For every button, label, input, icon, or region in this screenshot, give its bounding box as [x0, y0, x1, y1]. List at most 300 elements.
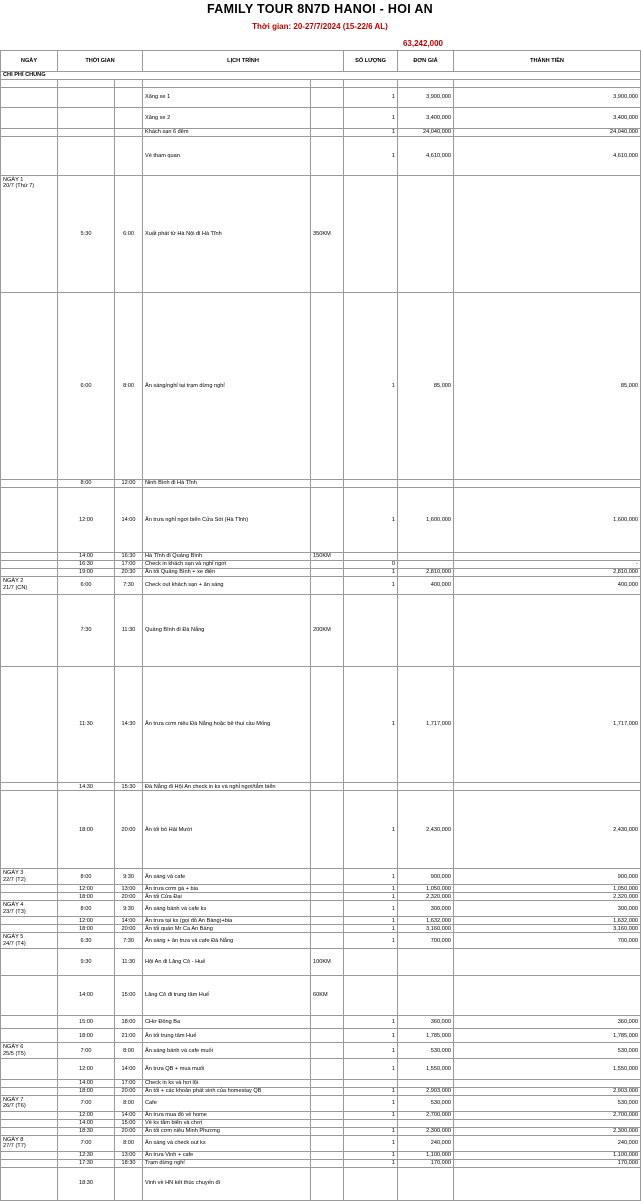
table-row	[1, 1059, 641, 1079]
cell-distance	[311, 1079, 344, 1087]
cell-end-time: 15:30	[115, 783, 143, 791]
cell-amount: 2,700,000	[454, 1111, 641, 1119]
cell-day	[1, 569, 58, 577]
cell-distance: 200KM	[311, 595, 344, 667]
cell-unit-price	[398, 949, 454, 976]
cell-end-time	[115, 136, 143, 176]
cell-end-time: 14:00	[115, 487, 143, 552]
cell-itinerary: Trạm dừng nghỉ	[143, 1159, 311, 1167]
cell-distance	[311, 783, 344, 791]
cell-unit-price: 3,900,000	[398, 88, 454, 108]
cell-quantity	[344, 1167, 398, 1200]
cell-itinerary: Xăng xe 2	[143, 108, 311, 128]
cell-start-time: 12:00	[58, 487, 115, 552]
cell-itinerary: Đà Nẵng đi Hội An check in ks và nghỉ ngơi/tắm biển	[143, 783, 311, 791]
cell-unit-price	[398, 976, 454, 1016]
table-row	[1, 869, 641, 885]
cell-distance	[311, 666, 344, 783]
cell-day	[1, 783, 58, 791]
cell-end-time: 16:30	[115, 553, 143, 561]
table-row	[1, 783, 641, 791]
table-row	[1, 917, 641, 925]
cell-quantity	[344, 479, 398, 487]
cell-end-time: 15:00	[115, 976, 143, 1016]
cell-distance	[311, 869, 344, 885]
table-row	[1, 893, 641, 901]
cell-amount: 2,320,000	[454, 893, 641, 901]
cell-itinerary: Ăn sáng bánh và cafe ks	[143, 901, 311, 917]
cell-itinerary: Vinh về HN kết thúc chuyến đi	[143, 1167, 311, 1200]
cell-end-time: 20:00	[115, 1087, 143, 1095]
cell-end-time: 8:00	[115, 1095, 143, 1111]
cell-itinerary: Ăn trưa nghỉ ngơi biển Cửa Sót (Hà Tĩnh)	[143, 487, 311, 552]
cell-day: NGÀY 4 23/7 (T3)	[1, 901, 58, 917]
cell-unit-price: 900,000	[398, 869, 454, 885]
cell-day	[1, 893, 58, 901]
cell-itinerary: Xuất phát từ Hà Nội đi Hà Tĩnh	[143, 176, 311, 293]
cell-distance	[311, 88, 344, 108]
cell-itinerary: Ăn sáng + ăn trưa và cafe Đà Nẵng	[143, 933, 311, 949]
cell-unit-price: 530,000	[398, 1095, 454, 1111]
cell-amount: 1,100,000	[454, 1151, 641, 1159]
cell-distance	[311, 479, 344, 487]
cell-unit-price	[398, 1167, 454, 1200]
cell-day	[1, 1159, 58, 1167]
cell-day	[1, 1087, 58, 1095]
cell-start-time: 18:30	[58, 1167, 115, 1200]
cell-end-time: 7:30	[115, 933, 143, 949]
cell-itinerary: Ăn sáng và cafe	[143, 869, 311, 885]
cell-start-time: 14:00	[58, 1079, 115, 1087]
cell-itinerary	[143, 80, 311, 88]
cell-amount: 300,000	[454, 901, 641, 917]
table-row	[1, 1087, 641, 1095]
cell-end-time: 18:00	[115, 1015, 143, 1029]
cell-start-time: 18:30	[58, 1127, 115, 1135]
cell-itinerary: Check in khách sạn và nghỉ ngơi	[143, 561, 311, 569]
cell-end-time: 11:30	[115, 595, 143, 667]
cell-start-time	[58, 80, 115, 88]
cell-end-time	[115, 128, 143, 136]
cell-quantity	[344, 1119, 398, 1127]
cell-quantity: 1	[344, 925, 398, 933]
cell-distance	[311, 292, 344, 479]
cell-start-time: 6:00	[58, 577, 115, 595]
col-price: ĐƠN GIÁ	[398, 51, 454, 72]
cell-end-time: 17:00	[115, 561, 143, 569]
cell-unit-price	[398, 1119, 454, 1127]
cell-unit-price: 2,700,000	[398, 1111, 454, 1119]
cell-end-time: 20:00	[115, 893, 143, 901]
cell-quantity: 1	[344, 1095, 398, 1111]
cell-end-time: 6:00	[115, 176, 143, 293]
cell-amount	[454, 553, 641, 561]
cell-distance	[311, 128, 344, 136]
cell-amount: 85,000	[454, 292, 641, 479]
cell-start-time: 18:00	[58, 925, 115, 933]
cell-start-time: 18:00	[58, 1087, 115, 1095]
cell-day: NGÀY 7 26/7 (T6)	[1, 1095, 58, 1111]
cell-end-time: 9:30	[115, 901, 143, 917]
cell-quantity: 1	[344, 108, 398, 128]
cell-start-time: 14:00	[58, 1119, 115, 1127]
col-qty: SỐ LƯỢNG	[344, 51, 398, 72]
cell-itinerary: Check out khách sạn + ăn sáng	[143, 577, 311, 595]
cell-unit-price: 300,000	[398, 901, 454, 917]
cell-amount	[454, 80, 641, 88]
cell-quantity: 1	[344, 666, 398, 783]
cell-quantity: 1	[344, 1029, 398, 1043]
cell-quantity	[344, 595, 398, 667]
cell-quantity: 1	[344, 1087, 398, 1095]
cell-day	[1, 925, 58, 933]
cell-quantity: 1	[344, 917, 398, 925]
cell-quantity: 1	[344, 292, 398, 479]
cell-unit-price	[398, 1079, 454, 1087]
cell-itinerary: Vé tham quan	[143, 136, 311, 176]
cell-distance: 60KM	[311, 976, 344, 1016]
cell-unit-price: 1,785,000	[398, 1029, 454, 1043]
cell-itinerary: Khách sạn 6 đêm	[143, 128, 311, 136]
table-row	[1, 1167, 641, 1200]
table-row	[1, 1127, 641, 1135]
cell-unit-price	[398, 80, 454, 88]
table-row	[1, 976, 641, 1016]
cell-distance	[311, 1043, 344, 1059]
cell-day	[1, 561, 58, 569]
cell-end-time: 21:00	[115, 1029, 143, 1043]
cell-start-time	[58, 108, 115, 128]
cell-end-time: 14:00	[115, 1059, 143, 1079]
cell-itinerary: Ăn tối trung tâm Huế	[143, 1029, 311, 1043]
table-row	[1, 1135, 641, 1151]
cell-itinerary: Ăn trưa cơm niêu Đà Nẵng hoặc bê thui cầu Mống	[143, 666, 311, 783]
cell-quantity: 1	[344, 1151, 398, 1159]
cell-quantity: 1	[344, 791, 398, 869]
cell-start-time: 17:30	[58, 1159, 115, 1167]
cell-amount	[454, 949, 641, 976]
cell-day	[1, 885, 58, 893]
cell-start-time: 8:00	[58, 901, 115, 917]
cell-distance: 350KM	[311, 176, 344, 293]
cell-distance	[311, 80, 344, 88]
cell-itinerary: Ăn tối cơm niêu Minh Phương	[143, 1127, 311, 1135]
col-itinerary: LỊCH TRÌNH	[143, 51, 344, 72]
cell-itinerary: Ăn tối + các khoản phát sinh của homestay QB	[143, 1087, 311, 1095]
cell-itinerary: Lăng Cô đi trung tâm Huế	[143, 976, 311, 1016]
cell-end-time: 7:30	[115, 577, 143, 595]
cell-unit-price: 1,632,000	[398, 917, 454, 925]
cell-amount: 530,000	[454, 1095, 641, 1111]
cell-distance	[311, 1119, 344, 1127]
cell-distance	[311, 1059, 344, 1079]
cell-day: NGÀY 3 22/7 (T2)	[1, 869, 58, 885]
cell-day	[1, 666, 58, 783]
cell-amount	[454, 1119, 641, 1127]
table-row	[1, 128, 641, 136]
cell-quantity: 1	[344, 893, 398, 901]
cell-amount: 24,040,000	[454, 128, 641, 136]
table-row	[1, 487, 641, 552]
cell-itinerary: Ăn tối quán Mr Ca An Bàng	[143, 925, 311, 933]
cell-unit-price	[398, 783, 454, 791]
table-body	[1, 72, 641, 1201]
cell-day	[1, 487, 58, 552]
cell-quantity: 1	[344, 487, 398, 552]
cell-distance	[311, 1159, 344, 1167]
cell-start-time: 7:00	[58, 1043, 115, 1059]
table-row	[1, 885, 641, 893]
cell-end-time: 8:00	[115, 1135, 143, 1151]
table-row	[1, 108, 641, 128]
cell-day	[1, 553, 58, 561]
cell-amount: 2,430,000	[454, 791, 641, 869]
cell-end-time: 20:30	[115, 569, 143, 577]
cell-quantity	[344, 976, 398, 1016]
cell-end-time: 12:00	[115, 479, 143, 487]
cell-day: NGÀY 5 24/7 (T4)	[1, 933, 58, 949]
cell-start-time: 19:00	[58, 569, 115, 577]
cell-day	[1, 1029, 58, 1043]
cell-itinerary: Ăn tối Quảng Bình + xe điện	[143, 569, 311, 577]
table-row	[1, 1119, 641, 1127]
cell-distance	[311, 1015, 344, 1029]
cell-unit-price: 3,400,000	[398, 108, 454, 128]
cell-start-time: 8:00	[58, 479, 115, 487]
table-row	[1, 1043, 641, 1059]
cell-amount: 1,600,000	[454, 487, 641, 552]
cell-start-time: 7:30	[58, 595, 115, 667]
table-row	[1, 136, 641, 176]
cell-unit-price: 170,000	[398, 1159, 454, 1167]
cell-distance	[311, 1029, 344, 1043]
cell-start-time: 7:00	[58, 1135, 115, 1151]
cell-distance	[311, 1127, 344, 1135]
cell-quantity: 1	[344, 869, 398, 885]
cell-distance	[311, 885, 344, 893]
cell-day	[1, 791, 58, 869]
table-row	[1, 949, 641, 976]
cell-start-time: 11:30	[58, 666, 115, 783]
cell-end-time: 14:00	[115, 917, 143, 925]
cell-quantity	[344, 553, 398, 561]
cell-day	[1, 917, 58, 925]
cell-amount	[454, 783, 641, 791]
cell-amount: 400,000	[454, 577, 641, 595]
cell-distance	[311, 917, 344, 925]
cell-unit-price: 1,050,000	[398, 885, 454, 893]
cell-amount: 2,903,000	[454, 1087, 641, 1095]
cell-amount: 240,000	[454, 1135, 641, 1151]
cell-itinerary: Ăn trưa tại ks (gọi đồ An Bàng)+bia	[143, 917, 311, 925]
table-row	[1, 569, 641, 577]
cell-day	[1, 1059, 58, 1079]
cell-amount: 530,000	[454, 1043, 641, 1059]
cell-quantity: 1	[344, 136, 398, 176]
cell-itinerary: Check in ks và hơi lội	[143, 1079, 311, 1087]
cell-start-time: 6:00	[58, 292, 115, 479]
cell-day	[1, 1111, 58, 1119]
cell-amount	[454, 176, 641, 293]
cell-distance	[311, 1135, 344, 1151]
cell-quantity: 1	[344, 88, 398, 108]
cell-distance	[311, 1167, 344, 1200]
cell-amount: 900,000	[454, 869, 641, 885]
table-row	[1, 561, 641, 569]
cell-distance	[311, 487, 344, 552]
cell-unit-price: 2,430,000	[398, 791, 454, 869]
cell-unit-price: 1,100,000	[398, 1151, 454, 1159]
cell-unit-price	[398, 561, 454, 569]
cell-day: NGÀY 8 27/7 (T7)	[1, 1135, 58, 1151]
cell-end-time: 14:00	[115, 1111, 143, 1119]
cell-unit-price	[398, 595, 454, 667]
cell-amount: 170,000	[454, 1159, 641, 1167]
cell-end-time: 15:00	[115, 1119, 143, 1127]
cell-day	[1, 108, 58, 128]
cell-unit-price: 530,000	[398, 1043, 454, 1059]
cell-day	[1, 1119, 58, 1127]
cell-quantity: 1	[344, 128, 398, 136]
cell-start-time: 6:30	[58, 933, 115, 949]
cell-day	[1, 976, 58, 1016]
cell-start-time: 7:00	[58, 1095, 115, 1111]
cell-quantity	[344, 1079, 398, 1087]
cell-itinerary: Cafe	[143, 1095, 311, 1111]
cell-start-time: 18:00	[58, 791, 115, 869]
cell-quantity: 0	[344, 561, 398, 569]
cell-amount: 2,300,000	[454, 1127, 641, 1135]
cell-unit-price: 2,903,000	[398, 1087, 454, 1095]
cell-itinerary: Hội An đi Lăng Cô - Huế	[143, 949, 311, 976]
section-row	[1, 72, 641, 80]
cell-unit-price	[398, 553, 454, 561]
cell-amount: 1,550,000	[454, 1059, 641, 1079]
cell-day	[1, 479, 58, 487]
cell-amount	[454, 595, 641, 667]
cell-end-time: 8:00	[115, 292, 143, 479]
cell-end-time: 9:30	[115, 869, 143, 885]
cell-quantity	[344, 949, 398, 976]
cell-end-time: 20:00	[115, 1127, 143, 1135]
cell-start-time: 5:30	[58, 176, 115, 293]
cell-unit-price: 360,000	[398, 1015, 454, 1029]
table-row	[1, 292, 641, 479]
cell-start-time: 9:30	[58, 949, 115, 976]
table-row	[1, 1015, 641, 1029]
cell-day	[1, 128, 58, 136]
cell-quantity: 1	[344, 885, 398, 893]
cell-quantity: 1	[344, 577, 398, 595]
cell-distance	[311, 1087, 344, 1095]
cell-amount: 1,785,000	[454, 1029, 641, 1043]
cell-day	[1, 136, 58, 176]
table-row	[1, 1029, 641, 1043]
cell-amount: -	[454, 561, 641, 569]
cell-day: NGÀY 1 20/7 (Thứ 7)	[1, 176, 58, 293]
cell-quantity: 1	[344, 901, 398, 917]
header-row	[1, 51, 641, 72]
table-row	[1, 80, 641, 88]
table-row	[1, 1159, 641, 1167]
table-row	[1, 595, 641, 667]
cell-quantity: 1	[344, 1043, 398, 1059]
cell-quantity: 1	[344, 1159, 398, 1167]
cell-start-time: 12:00	[58, 917, 115, 925]
itinerary-table	[0, 50, 641, 1201]
cell-start-time: 12:00	[58, 1059, 115, 1079]
cell-start-time	[58, 136, 115, 176]
cell-unit-price: 2,300,000	[398, 1127, 454, 1135]
cell-unit-price: 85,000	[398, 292, 454, 479]
cell-itinerary: Hà Tĩnh đi Quảng Bình	[143, 553, 311, 561]
document-title: FAMILY TOUR 8N7D HANOI - HOI AN	[207, 2, 433, 16]
table-row	[1, 791, 641, 869]
table-row	[1, 1079, 641, 1087]
col-time: THỜI GIAN	[58, 51, 143, 72]
cell-unit-price: 400,000	[398, 577, 454, 595]
table-row	[1, 88, 641, 108]
cell-distance	[311, 1095, 344, 1111]
cell-distance	[311, 108, 344, 128]
cell-end-time	[115, 1167, 143, 1200]
cell-amount: 700,000	[454, 933, 641, 949]
cell-day: NGÀY 2 21/7 (CN)	[1, 577, 58, 595]
cell-end-time: 20:00	[115, 791, 143, 869]
cell-unit-price: 1,550,000	[398, 1059, 454, 1079]
cell-distance	[311, 925, 344, 933]
cell-quantity	[344, 80, 398, 88]
cell-end-time: 13:00	[115, 885, 143, 893]
cell-amount: 1,050,000	[454, 885, 641, 893]
cell-end-time: 13:00	[115, 1151, 143, 1159]
cell-start-time: 15:00	[58, 1015, 115, 1029]
cell-distance	[311, 1151, 344, 1159]
cell-day	[1, 949, 58, 976]
cell-day	[1, 595, 58, 667]
cell-start-time: 14:00	[58, 553, 115, 561]
cell-amount: 2,810,000	[454, 569, 641, 577]
cell-distance	[311, 561, 344, 569]
cell-distance	[311, 933, 344, 949]
cell-amount	[454, 1079, 641, 1087]
cell-day: NGÀY 6 25/5 (T5)	[1, 1043, 58, 1059]
cell-end-time: 18:30	[115, 1159, 143, 1167]
cell-quantity: 1	[344, 1127, 398, 1135]
cell-itinerary: Ăn sáng/nghỉ tại trạm dừng nghỉ	[143, 292, 311, 479]
col-amount: THÀNH TIỀN	[454, 51, 641, 72]
trip-dates: Thời gian: 20-27/7/2024 (15-22/6 AL)	[252, 22, 388, 31]
cell-amount	[454, 479, 641, 487]
cell-start-time: 12:30	[58, 1151, 115, 1159]
table-row	[1, 933, 641, 949]
cell-amount: 4,610,000	[454, 136, 641, 176]
cell-end-time: 17:00	[115, 1079, 143, 1087]
cell-end-time: 20:00	[115, 925, 143, 933]
table-row	[1, 925, 641, 933]
cell-amount: 1,632,000	[454, 917, 641, 925]
cell-distance	[311, 577, 344, 595]
cell-quantity: 1	[344, 569, 398, 577]
cell-amount	[454, 1167, 641, 1200]
cell-end-time: 14:30	[115, 666, 143, 783]
cell-itinerary: Về ks tắm biển và chơi	[143, 1119, 311, 1127]
cell-amount: 3,400,000	[454, 108, 641, 128]
cell-start-time: 18:00	[58, 1029, 115, 1043]
table-row	[1, 577, 641, 595]
cell-quantity: 1	[344, 1059, 398, 1079]
table-row	[1, 901, 641, 917]
